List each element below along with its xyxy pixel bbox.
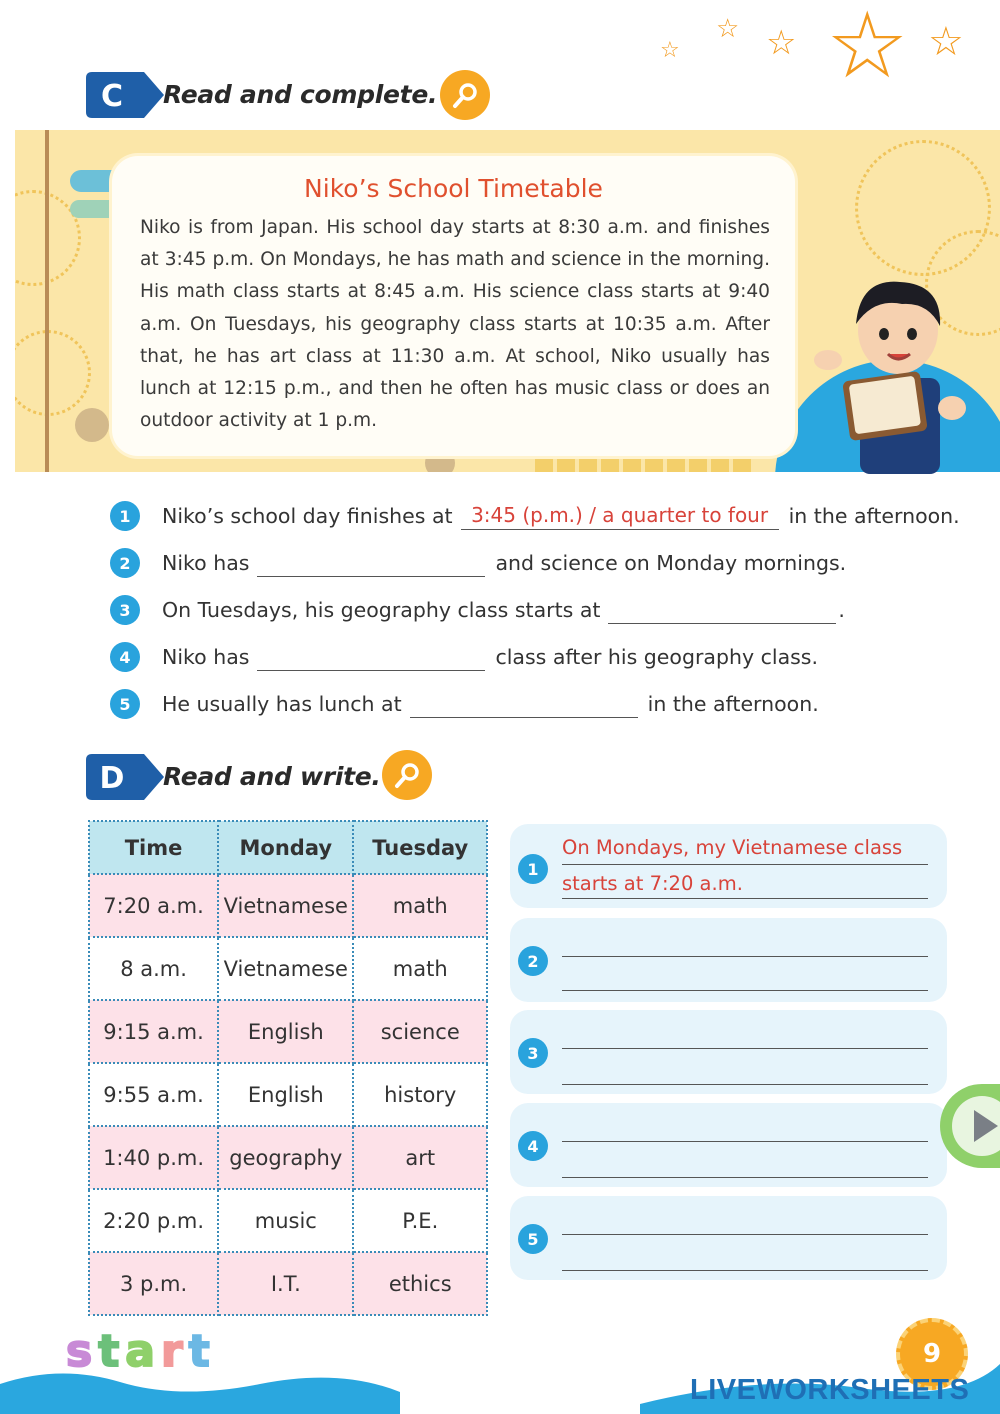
play-icon [940,1084,1000,1168]
question-number: 5 [518,1224,548,1254]
question-number: 2 [110,548,140,578]
table-row [89,1189,487,1252]
column-header: Tuesday [353,821,487,874]
star-icon: ☆ [660,38,680,63]
answer-field[interactable] [257,644,485,671]
boy-reading-illustration [810,268,980,474]
answer-field[interactable] [461,503,779,530]
question-row-3 [110,592,845,628]
star-large-icon: ☆ [826,0,909,99]
table-cell: history [353,1063,487,1126]
page-number-badge: 9 [896,1318,968,1390]
table-cell: math [353,937,487,1000]
key-icon [451,81,479,109]
question-text: class after his geography class. [495,645,819,669]
start-logo [66,1326,216,1377]
question-text: in the afternoon. [788,504,960,528]
table-cell: English [218,1000,353,1063]
section-d-title: Read and write. [163,762,381,791]
write-panel-4 [510,1103,947,1187]
star-icon: ☆ [766,23,797,63]
section-letter: D [99,761,125,796]
table-cell: 2:20 p.m. [89,1189,218,1252]
table-cell: geography [218,1126,353,1189]
reading-title: Niko’s School Timetable [304,174,603,203]
start-letter: a [125,1326,155,1377]
star-icon: ☆ [928,19,964,65]
column-header: Monday [218,821,353,874]
question-text: Niko’s school day finishes at [162,504,453,528]
answer-line[interactable] [562,1177,928,1178]
question-text: On Tuesdays, his geography class starts at [162,598,601,622]
question-text: and science on Monday mornings. [495,551,847,575]
section-d-badge [86,754,164,800]
timetable [88,820,488,1316]
table-row [89,937,487,1000]
table-cell: 1:40 p.m. [89,1126,218,1189]
section-c-title: Read and complete. [163,80,438,109]
liveworksheets-watermark: LIVEWORKSHEETS [690,1374,970,1406]
zoom-key-button[interactable] [382,750,432,800]
question-text: He usually has lunch at [162,692,402,716]
question-number: 4 [518,1131,548,1161]
table-cell: math [353,874,487,937]
table-cell: Vietnamese [218,874,353,937]
answer-field[interactable] [257,550,485,577]
section-letter: C [100,79,124,114]
answer-line[interactable] [562,864,928,865]
column-header: Time [89,821,218,874]
table-cell: 9:15 a.m. [89,1000,218,1063]
answer-line[interactable] [562,990,928,991]
question-number: 3 [110,595,140,625]
key-icon [393,761,421,789]
zoom-key-button[interactable] [440,70,490,120]
star-icon: ☆ [716,14,740,44]
question-row-5 [110,686,819,722]
answer-text: 3:45 (p.m.) / a quarter to four [471,502,769,527]
question-number: 3 [518,1038,548,1068]
table-row [89,1000,487,1063]
table-cell: music [218,1189,353,1252]
section-c-badge [86,72,164,118]
table-cell: I.T. [218,1252,353,1315]
answer-text: starts at 7:20 a.m. [562,872,743,895]
table-cell: science [353,1000,487,1063]
answer-text: On Mondays, my Vietnamese class [562,836,903,859]
table-cell: 8 a.m. [89,937,218,1000]
table-cell: P.E. [353,1189,487,1252]
answer-line[interactable] [562,956,928,957]
table-header-row [89,821,487,874]
start-letter: t [188,1326,210,1377]
table-cell: ethics [353,1252,487,1315]
start-letter: s [66,1326,93,1377]
question-number: 5 [110,689,140,719]
question-number: 4 [110,642,140,672]
write-panel-5 [510,1196,947,1280]
answer-field[interactable] [608,597,836,624]
table-cell: Vietnamese [218,937,353,1000]
table-cell: English [218,1063,353,1126]
answer-line[interactable] [562,1270,928,1271]
answer-line[interactable] [562,1084,928,1085]
answer-line[interactable] [562,1048,928,1049]
start-letter: r [160,1326,183,1377]
table-row [89,1126,487,1189]
question-text: in the afternoon. [647,692,819,716]
question-text: Niko has [162,645,250,669]
answer-line[interactable] [562,898,928,899]
answer-line[interactable] [562,1234,928,1235]
question-row-1 [110,498,960,534]
answer-field[interactable] [410,691,638,718]
reading-card [112,156,795,456]
table-row [89,874,487,937]
question-row-4 [110,639,818,675]
table-cell: 7:20 a.m. [89,874,218,937]
question-number: 2 [518,946,548,976]
write-panel-2 [510,918,947,1002]
question-text: Niko has [162,551,250,575]
question-row-2 [110,545,846,581]
write-panel-3 [510,1010,947,1094]
table-row [89,1063,487,1126]
start-letter: t [98,1326,120,1377]
reading-passage: Niko is from Japan. His school day starts at 8:30 a.m. and finishes at 3:45 p.m. On Mondays, he has math and science in the morning. His math class starts at 8:45 a.m. His science class starts at 9:40 a.m. On Tuesdays, his geography class starts at 10:35 a.m. After that, he has art class at 11:30 a.m. At school, Niko usually has lunch at 12:15 p.m., and then he often has music class or does an outdoor activity at 1 p.m. [140,217,770,432]
question-text: . [838,598,845,622]
question-number: 1 [518,854,548,884]
table-cell: 9:55 a.m. [89,1063,218,1126]
table-row [89,1252,487,1315]
table-cell: 3 p.m. [89,1252,218,1315]
table-cell: art [353,1126,487,1189]
question-number: 1 [110,501,140,531]
write-panel-1 [510,824,947,908]
answer-line[interactable] [562,1141,928,1142]
next-page-button[interactable] [940,1084,1000,1168]
